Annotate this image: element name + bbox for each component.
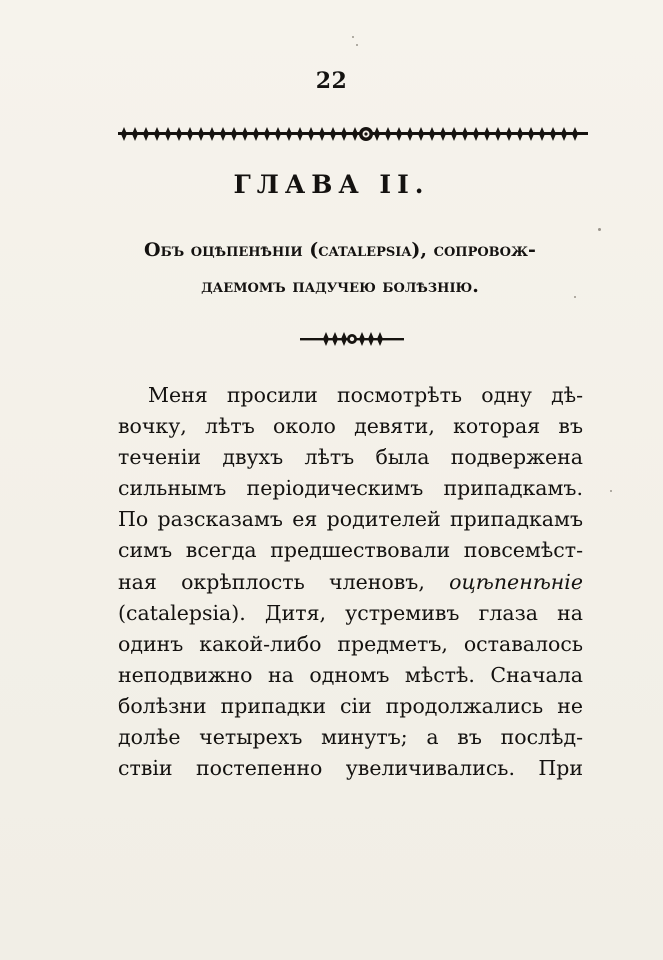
ornament-motif: [517, 127, 523, 141]
text-line: Меня просили посмотрѣть одну дѣ-: [148, 383, 583, 407]
text-line: симъ всегда предшествовали повсемѣст-: [118, 538, 583, 563]
ornament-motif: [396, 127, 402, 141]
ornament-motif: [132, 127, 138, 141]
text-line: одинъ какой-либо предметъ, оставалось: [118, 631, 583, 656]
text-segment: ная окрѣплость членовъ,: [118, 569, 425, 594]
ornament-motif: [330, 127, 336, 141]
ornament-motif: [539, 127, 545, 141]
ornament-motif: [242, 127, 248, 141]
paper-speck: [352, 36, 354, 38]
ornament-motif: [561, 127, 567, 141]
ornament-motif: [451, 127, 457, 141]
chapter-subtitle: [100, 232, 580, 304]
paper-speck: [574, 296, 576, 298]
ornament-motif: [495, 127, 501, 141]
ornament-motif: [407, 127, 413, 141]
text-line: долѣе четырехъ минутъ; а въ послѣд-: [118, 725, 583, 750]
ornament-motif: [286, 127, 292, 141]
text-line: сильнымъ періодическимъ припадкамъ.: [118, 476, 583, 501]
ornament-motif: [176, 127, 182, 141]
ornament-motif: [341, 332, 347, 346]
paper-speck: [598, 228, 601, 231]
ornament-motif: [143, 127, 149, 141]
ornament-motif: [319, 127, 325, 141]
ornament-motif: [473, 127, 479, 141]
ornament-motif: [231, 127, 237, 141]
emphasized-term: оцѣпенѣніе: [449, 569, 583, 594]
ornament-motif: [385, 127, 391, 141]
ornament-motif: [154, 127, 160, 141]
text-line: ствіи постепенно увеличивались. При: [118, 756, 583, 781]
ornament-motif: [572, 127, 578, 141]
paper-speck: [610, 490, 612, 492]
ornament-motif: [297, 127, 303, 141]
ornament-motif: [440, 127, 446, 141]
text-line: (catalepsia). Дитя, устремивъ глаза на: [118, 600, 583, 625]
ornament-motif: [550, 127, 556, 141]
subtitle-line: Объ оцѣпенѣніи (catalepsia), сопровож-: [144, 239, 536, 261]
ornament-motif: [121, 127, 127, 141]
ornament-motif: [198, 127, 204, 141]
ornament-motif: [187, 127, 193, 141]
text-line: неподвижно на одномъ мѣстѣ. Сначала: [118, 662, 583, 687]
ornament-motif: [341, 127, 347, 141]
ornament-motif: [374, 127, 380, 141]
ornament-motif: [332, 332, 338, 346]
ornament-motif: [462, 127, 468, 141]
text-line: По разсказамъ ея родителей припадкамъ: [118, 507, 583, 532]
ornament-motif: [253, 127, 259, 141]
paper-speck: [356, 44, 358, 46]
ornament-motif: [377, 332, 383, 346]
page-number: 22: [315, 68, 348, 94]
text-line-with-emphasis: [118, 567, 583, 598]
text-line: вочку, лѣтъ около девяти, которая въ: [118, 414, 583, 439]
ornament-motif: [323, 332, 329, 346]
ornament-motif: [418, 127, 424, 141]
subtitle-line: даемомъ падучею болѣзнію.: [201, 275, 479, 297]
ornament-motif: [528, 127, 534, 141]
ornament-motif: [275, 127, 281, 141]
ornament-motif: [209, 127, 215, 141]
ornament-motif: [352, 127, 358, 141]
ornament-motif: [506, 127, 512, 141]
ornament-motif: [359, 332, 365, 346]
body-text: [118, 380, 583, 784]
ornament-motif: [368, 332, 374, 346]
ornament-motif: [165, 127, 171, 141]
section-divider-ornament: [300, 330, 404, 348]
chapter-title: ГЛАВА II.: [233, 170, 430, 199]
header-ornament-rule: [118, 122, 588, 146]
text-line: теченіи двухъ лѣтъ была подвержена: [118, 445, 583, 470]
text-line: болѣзни припадки сіи продолжались не: [118, 693, 583, 718]
ornament-motif: [220, 127, 226, 141]
ornament-motif: [429, 127, 435, 141]
ornament-motif: [484, 127, 490, 141]
ornament-motif: [264, 127, 270, 141]
ornament-motif: [308, 127, 314, 141]
